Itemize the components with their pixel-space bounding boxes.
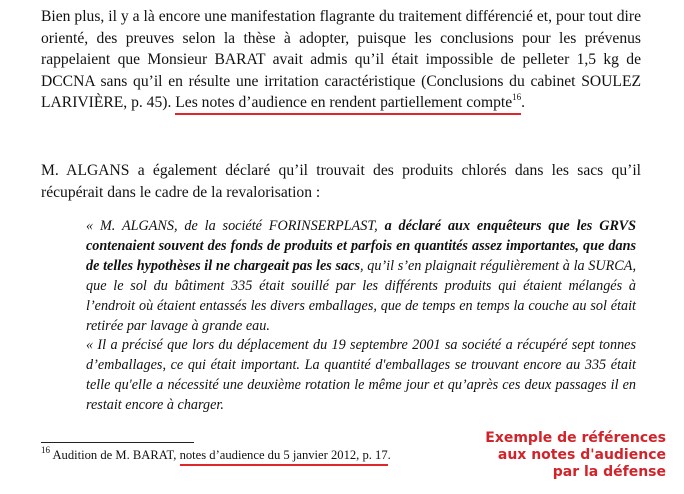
paragraph-barat-text: Bien plus, il y a là encore une manifestation flagrante du traitement différencié et, pour tout dire orienté, des preuves selon la thèse à adopter, puisque les conclusions pour les prévenus rappelaient que Monsieur BARAT avait admis qu’il était impossible de pelleter 1,5 kg de DCCNA sans qu’il en résulte une irritation caractéristique (Conclusions du cabinet SOULEZ LARIVIÈRE, p. 45). [41, 8, 641, 112]
quote1-start: « M. ALGANS, de la société FORINSERPLAST, [86, 218, 385, 234]
caption-line-1: Exemple de références [485, 430, 666, 446]
footnote-text: Audition de M. BARAT, [50, 448, 180, 462]
quote1-bold: a déclaré aux enquêteurs que les GRVS contenaient souvent des fonds de produits et parfois en quantités assez importantes, que dans de telles hypothèses il ne chargeait pas les sacs [86, 218, 636, 274]
paragraph-barat-end: . [521, 94, 526, 112]
annotation-caption [485, 430, 666, 481]
underlined-notes-reference [175, 94, 521, 115]
caption-line-2: aux notes d'audience [497, 447, 666, 463]
quote1-end: , qu’il s’en plaignait régulièrement à la SURCA, que le sol du bâtiment 335 était souillé par les différents produits qui étaient mélangés à l’endroit où étaient entassés les divers emballages, que de temps en temps la couche au sol était retirée par lavage à grande eau. [86, 257, 636, 334]
footnote-16 [41, 444, 461, 463]
footnote-separator [41, 442, 194, 443]
quote-paragraph-2: « Il a précisé que lors du déplacement du 19 septembre 2001 sa société a récupéré sept tonnes d’emballages, ce qui était important. La quantité d'emballages se trouvant encore au 335 était telle qu'elle a nécessité une deuxième rotation le même jour et qu’après ces deux passages il en restait encore à charger. [86, 337, 636, 414]
footnote-number: 16 [41, 444, 50, 455]
underlined-notes-text: Les notes d’audience en rendent partiellement compte [175, 94, 513, 112]
footnote-ref-16: 16 [512, 92, 522, 103]
block-quote [86, 217, 636, 416]
quote-paragraph-1 [86, 217, 636, 336]
caption-line-3: par la défense [552, 464, 666, 480]
paragraph-algans: M. ALGANS a également déclaré qu’il trouvait des produits chlorés dans les sacs qu’il récupérait dans le cadre de la revalorisation : [41, 162, 641, 201]
paragraph-barat [41, 6, 641, 114]
footnote-end: . [387, 448, 391, 462]
footnote-underlined-reference: notes d’audience du 5 janvier 2012, p. 17 [180, 448, 388, 466]
